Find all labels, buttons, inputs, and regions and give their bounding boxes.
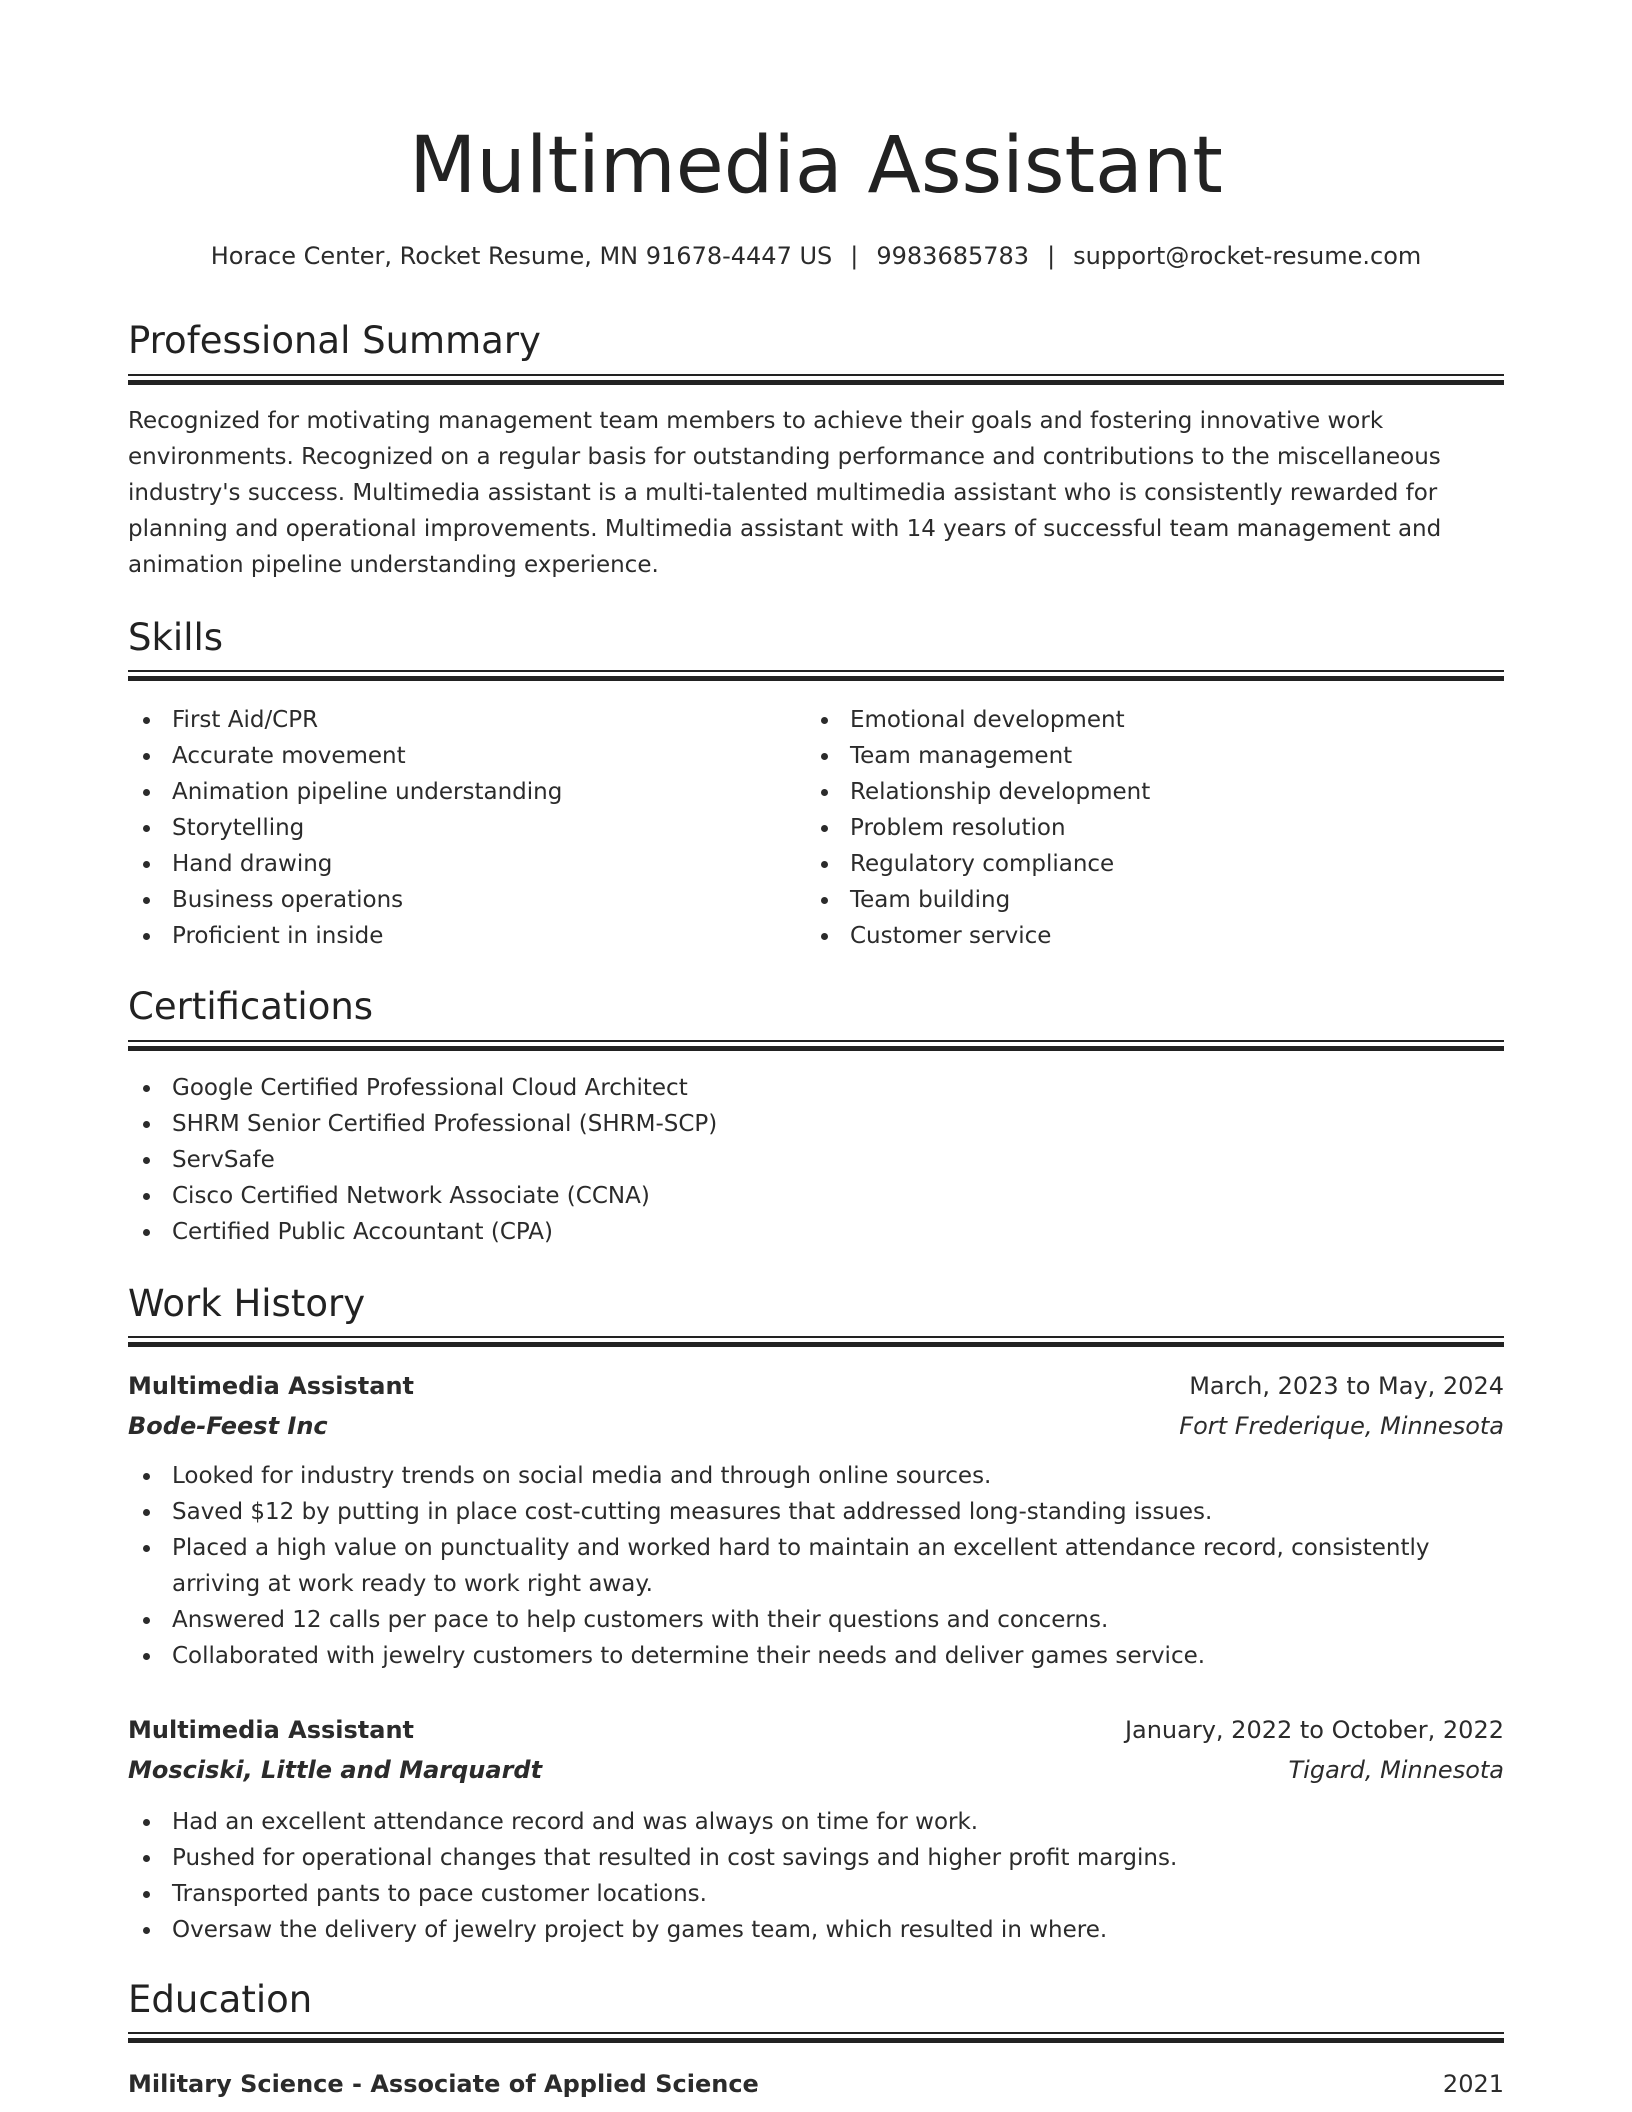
section-divider [128,670,1504,681]
job-title: Multimedia Assistant [128,1716,415,1744]
resume-title: Multimedia Assistant [409,121,1223,211]
contact-line [128,236,1504,276]
job-bullet: Saved $12 by putting in place cost-cutting measures that addressed long-standing issues. [128,1494,1504,1530]
skill-item: Emotional development [806,702,1466,738]
certification-item: ServSafe [128,1142,1504,1178]
skill-item: Relationship development [806,774,1466,810]
job-location: Fort Frederique, Minnesota [1179,1412,1504,1440]
contact-separator: | [850,242,859,270]
job-entry [128,1710,1504,1948]
job-company: Mosciski, Little and Marquardt [128,1756,543,1784]
certification-item: Cisco Certified Network Associate (CCNA) [128,1178,1504,1214]
education-heading: Education [128,1978,313,2021]
work-history-heading: Work History [128,1282,366,1325]
job-bullet: Had an excellent attendance record and was always on time for work. [128,1804,1504,1840]
skill-item: Accurate movement [128,738,788,774]
job-bullet: Pushed for operational changes that resulted in cost savings and higher profit margins. [128,1840,1504,1876]
job-location: Tigard, Minnesota [1288,1756,1504,1784]
skills-heading: Skills [128,616,224,659]
job-bullet: Oversaw the delivery of jewelry project by games team, which resulted in where. [128,1912,1504,1948]
skill-item: Problem resolution [806,810,1466,846]
education-entry [128,2064,1504,2104]
contact-address: Horace Center, Rocket Resume, MN 91678-4447 US [210,242,833,270]
section-divider [128,374,1504,385]
section-divider [128,1040,1504,1051]
skill-item: Hand drawing [128,846,788,882]
job-entry [128,1366,1504,1674]
contact-phone: 9983685783 [876,242,1030,270]
job-bullet: Looked for industry trends on social media and through online sources. [128,1458,1504,1494]
skill-item: Team building [806,882,1466,918]
job-dates: March, 2023 to May, 2024 [1189,1372,1504,1400]
certifications-list [128,1070,1504,1250]
education-degree: Military Science - Associate of Applied Science [128,2070,759,2098]
contact-separator: | [1047,242,1056,270]
job-bullet: Collaborated with jewelry customers to determine their needs and deliver games service. [128,1638,1504,1674]
skill-item: Regulatory compliance [806,846,1466,882]
summary-heading: Professional Summary [128,319,541,362]
job-company: Bode-Feest Inc [128,1412,328,1440]
summary-text: Recognized for motivating management team members to achieve their goals and fostering innovative work environments. Recognized on a regular basis for outstanding performance and contributions to the miscellaneous industry's success. Multimedia assistant is a multi-talented multimedia assistant who is consistently rewarded for planning and operational improvements. Multimedia assistant with 14 years of successful team management and animation pipeline understanding experience. [128,408,1442,578]
section-divider [128,2032,1504,2043]
skill-item: Proficient in inside [128,918,788,954]
skill-item: Animation pipeline understanding [128,774,788,810]
skill-item: Business operations [128,882,788,918]
certifications-heading: Certifications [128,985,374,1028]
job-dates: January, 2022 to October, 2022 [1124,1716,1504,1744]
job-bullet: Answered 12 calls per pace to help customers with their questions and concerns. [128,1602,1504,1638]
job-bullet: Transported pants to pace customer locations. [128,1876,1504,1912]
skill-item: Storytelling [128,810,788,846]
job-title: Multimedia Assistant [128,1372,415,1400]
certification-item: SHRM Senior Certified Professional (SHRM-SCP) [128,1106,1504,1142]
certification-item: Google Certified Professional Cloud Architect [128,1070,1504,1106]
skill-item: First Aid/CPR [128,702,788,738]
skill-item: Customer service [806,918,1466,954]
skill-item: Team management [806,738,1466,774]
skills-right-column [806,702,1466,954]
certification-item: Certified Public Accountant (CPA) [128,1214,1504,1250]
contact-email[interactable]: support@rocket-resume.com [1073,242,1422,270]
education-year: 2021 [1442,2070,1504,2098]
skills-left-column [128,702,788,954]
section-divider [128,1336,1504,1347]
job-bullet: Placed a high value on punctuality and worked hard to maintain an excellent attendance record, consistently arriving at work ready to work right away. [128,1530,1504,1602]
